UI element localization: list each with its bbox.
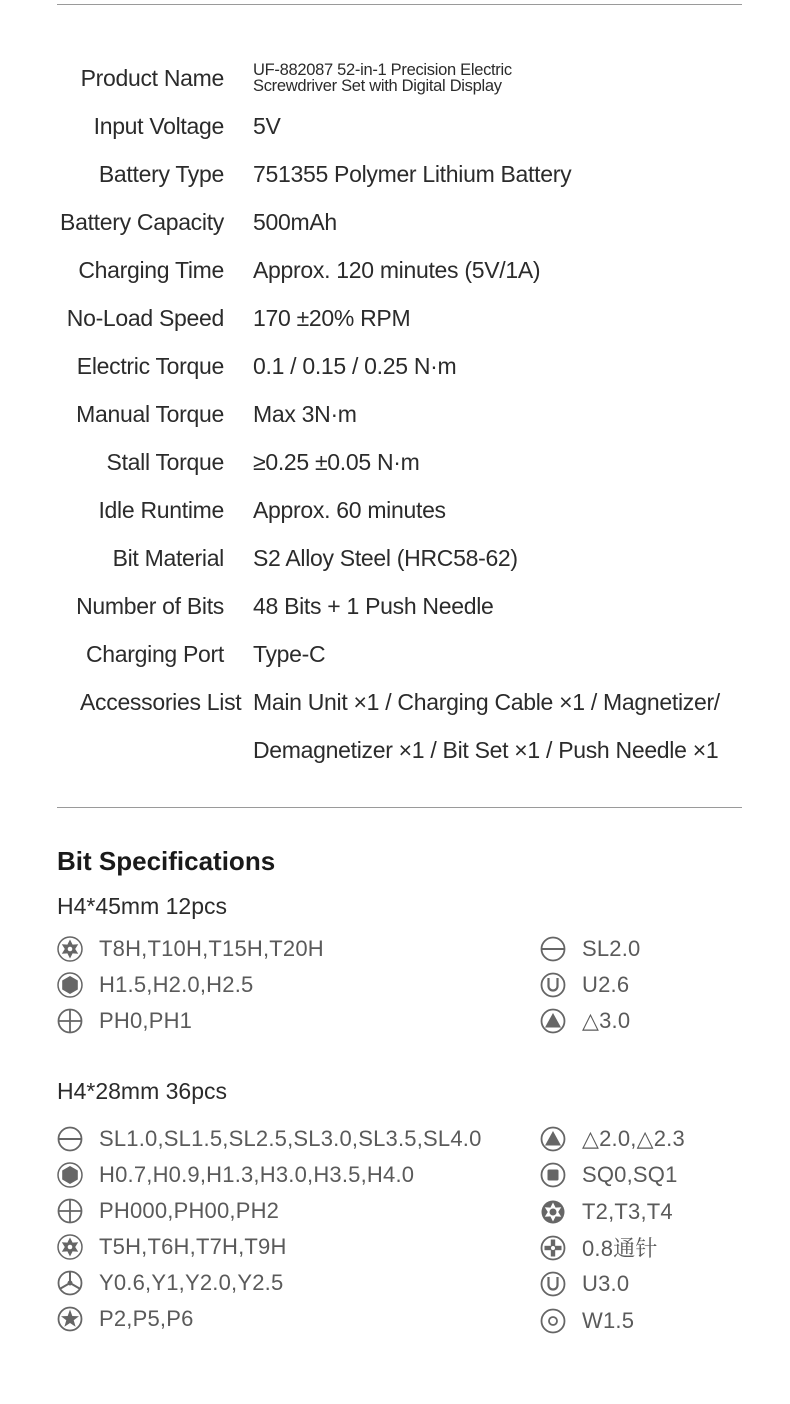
spec-row-battery-type xyxy=(0,150,790,198)
spec-value: S2 Alloy Steel (HRC58-62) xyxy=(253,544,518,571)
bit-label: SL1.0,SL1.5,SL2.5,SL3.0,SL3.5,SL4.0 xyxy=(99,1126,482,1151)
spec-value-line: Screwdriver Set with Digital Display xyxy=(253,77,502,95)
spec-label: Charging Port xyxy=(85,640,224,667)
bit-item xyxy=(57,1193,279,1229)
bit-label: △3.0 xyxy=(582,1008,631,1033)
triangle-icon xyxy=(540,1008,566,1034)
bit-item xyxy=(57,1229,287,1265)
bit-label: PH000,PH00,PH2 xyxy=(99,1198,280,1223)
tri-wing-icon xyxy=(57,1270,83,1296)
spec-value: 500mAh xyxy=(253,208,337,235)
bit-item xyxy=(540,1157,678,1193)
hex-icon xyxy=(57,972,83,998)
bit-label: 0.8通针 xyxy=(582,1236,658,1262)
spec-label: Accessories List xyxy=(80,688,242,715)
spec-value: 48 Bits + 1 Push Needle xyxy=(253,592,494,619)
w-ring-icon xyxy=(540,1308,566,1334)
bit-specifications-heading: Bit Specifications xyxy=(57,846,276,876)
phillips-icon xyxy=(57,1198,83,1224)
bit-label: T2,T3,T4 xyxy=(582,1198,673,1224)
spec-value-line: UF-882087 52-in-1 Precision Electric xyxy=(253,61,512,79)
slotted-icon xyxy=(57,1126,83,1152)
bit-label: H1.5,H2.0,H2.5 xyxy=(99,972,254,997)
spec-row-bit-material xyxy=(0,534,790,582)
triangle-icon xyxy=(540,1126,566,1152)
bit-label: PH0,PH1 xyxy=(99,1008,193,1033)
torx-security-icon xyxy=(57,936,83,962)
section-divider xyxy=(57,807,742,808)
spec-value: Approx. 120 minutes (5V/1A) xyxy=(253,256,541,283)
bit-item xyxy=(540,1003,630,1039)
spec-label: Bit Material xyxy=(112,544,224,571)
torx-security-icon xyxy=(57,1234,83,1260)
spec-value: 5V xyxy=(253,112,281,139)
bit-item xyxy=(540,1303,634,1339)
push-needle-icon xyxy=(540,1235,566,1261)
bit-label: SQ0,SQ1 xyxy=(582,1162,678,1188)
bit-item xyxy=(540,1230,658,1266)
spec-row-input-voltage xyxy=(0,102,790,150)
spec-row-electric-torque xyxy=(0,342,790,390)
spec-row-charging-time xyxy=(0,246,790,294)
spec-label: Electric Torque xyxy=(76,352,224,379)
spec-value xyxy=(253,54,512,102)
spec-value: Approx. 60 minutes xyxy=(253,496,446,523)
spec-row-product-name xyxy=(0,54,790,102)
spec-value: 751355 Polymer Lithium Battery xyxy=(253,160,572,187)
spec-label: Stall Torque xyxy=(106,448,224,475)
bit-label: △2.0,△2.3 xyxy=(582,1126,685,1151)
bit-label: U3.0 xyxy=(582,1271,630,1297)
u-shape-icon xyxy=(540,972,566,998)
bit-label: T5H,T6H,T7H,T9H xyxy=(99,1234,287,1259)
phillips-icon xyxy=(57,1008,83,1034)
spec-table xyxy=(0,54,790,774)
spec-label: Number of Bits xyxy=(76,592,224,619)
bit-label: T8H,T10H,T15H,T20H xyxy=(99,936,324,961)
pentalobe-icon xyxy=(57,1306,83,1332)
spec-row-accessories-cont xyxy=(0,726,790,774)
spec-row-idle-runtime xyxy=(0,486,790,534)
spec-value: Max 3N·m xyxy=(253,400,357,427)
spec-value: ≥0.25 ±0.05 N·m xyxy=(253,448,420,475)
spec-row-stall-torque xyxy=(0,438,790,486)
spec-label: Battery Type xyxy=(98,160,224,187)
u-shape-icon xyxy=(540,1271,566,1297)
top-divider xyxy=(57,4,742,5)
bit-item xyxy=(57,1157,414,1193)
spec-label: Battery Capacity xyxy=(60,208,224,235)
bit-item xyxy=(57,1121,482,1157)
spec-label: No-Load Speed xyxy=(66,304,224,331)
spec-label: Input Voltage xyxy=(93,112,224,139)
bit-item xyxy=(57,967,253,1003)
bit-item xyxy=(57,1003,192,1039)
spec-row-accessories xyxy=(0,678,790,726)
bit-item xyxy=(540,1194,673,1230)
spec-value: 170 ±20% RPM xyxy=(253,304,411,331)
spec-value: Demagnetizer ×1 / Bit Set ×1 / Push Needle ×1 xyxy=(253,736,719,763)
bit-label: U2.6 xyxy=(582,972,630,997)
bit-item xyxy=(540,1266,629,1302)
bit-label: SL2.0 xyxy=(582,936,641,961)
spec-value: 0.1 / 0.15 / 0.25 N·m xyxy=(253,352,457,379)
square-icon xyxy=(540,1162,566,1188)
spec-row-battery-capacity xyxy=(0,198,790,246)
group-title-45mm: H4*45mm 12pcs xyxy=(57,893,228,919)
bit-item xyxy=(57,1301,194,1337)
bit-label: P2,P5,P6 xyxy=(99,1306,194,1331)
spec-row-number-of-bits xyxy=(0,582,790,630)
bit-item xyxy=(540,1121,685,1157)
bit-label: W1.5 xyxy=(582,1307,635,1333)
spec-value: Main Unit ×1 / Charging Cable ×1 / Magnetizer/ xyxy=(253,688,720,715)
spec-row-manual-torque xyxy=(0,390,790,438)
spec-label: Charging Time xyxy=(78,256,224,283)
hex-icon xyxy=(57,1162,83,1188)
spec-row-no-load-speed xyxy=(0,294,790,342)
spec-label: Manual Torque xyxy=(76,400,224,427)
bit-item xyxy=(540,931,641,967)
bit-label: Y0.6,Y1,Y2.0,Y2.5 xyxy=(99,1270,284,1295)
spec-value: Type-C xyxy=(253,640,326,667)
spec-row-charging-port xyxy=(0,630,790,678)
group-title-28mm: H4*28mm 36pcs xyxy=(57,1078,228,1104)
slotted-icon xyxy=(540,936,566,962)
bit-item xyxy=(57,1265,283,1301)
spec-label: Product Name xyxy=(80,64,224,91)
torx-icon xyxy=(540,1199,566,1225)
spec-label: Idle Runtime xyxy=(98,496,224,523)
bit-item xyxy=(57,931,324,967)
bit-item xyxy=(540,967,629,1003)
bit-label: H0.7,H0.9,H1.3,H3.0,H3.5,H4.0 xyxy=(99,1162,415,1187)
